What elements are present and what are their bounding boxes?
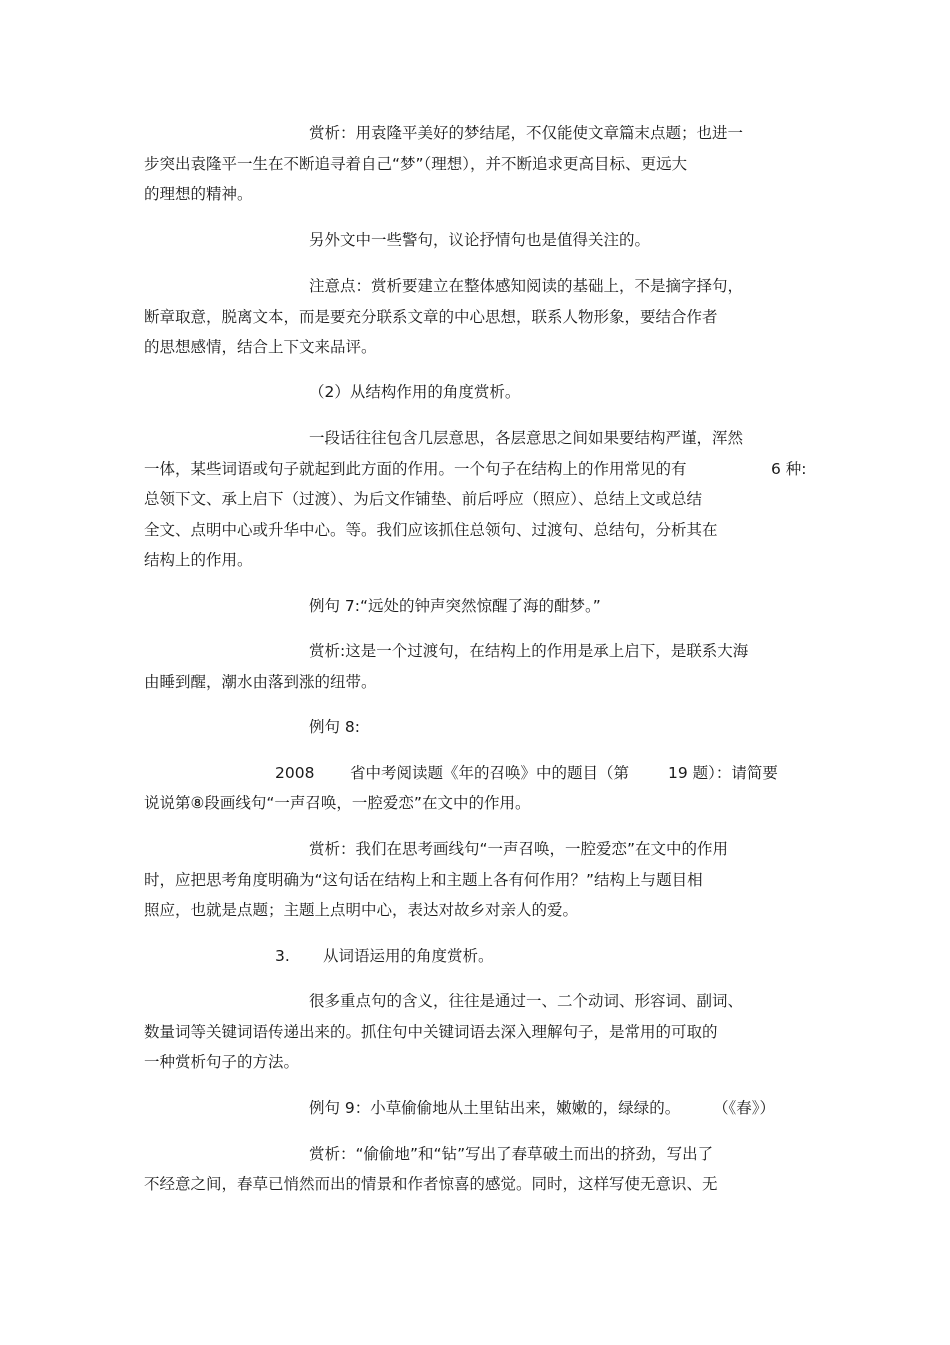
- text-line: 一段话往往包含几层意思，各层意思之间如果要结构严谨，浑然: [309, 429, 744, 447]
- text-line: 结构上的作用。: [144, 551, 253, 569]
- text-line: 全文、点明中心或升华中心。等。我们应该抓住总领句、过渡句、总结句，分析其在: [144, 521, 718, 539]
- section-number: 3.: [275, 947, 290, 965]
- text-line: 赏析：“偷偷地”和“钻”写出了春草破土而出的挤劲，写出了: [309, 1145, 714, 1163]
- example-sentence: 例句 8:: [309, 718, 361, 736]
- text-line: 的理想的精神。: [144, 185, 253, 203]
- text-line: 的思想感情，结合上下文来品评。: [144, 338, 377, 356]
- example-sentence: 例句 9：小草偷偷地从土里钻出来，嫩嫩的，绿绿的。: [309, 1099, 681, 1117]
- text-line: 很多重点句的含义，往往是通过一、二个动词、形容词、副词、: [309, 992, 744, 1010]
- example-sentence: 例句 7:“远处的钟声突然惊醒了海的酣梦。”: [309, 597, 601, 615]
- section-heading: （2）从结构作用的角度赏析。: [309, 383, 521, 401]
- text-line: 一体，某些词语或句子就起到此方面的作用。一个句子在结构上的作用常见的有: [144, 460, 687, 478]
- text-line: 6 种:: [771, 460, 807, 478]
- text-line: 一种赏析句子的方法。: [144, 1053, 300, 1071]
- text-line: 2008: [275, 764, 315, 782]
- citation: （《春》）: [713, 1099, 776, 1117]
- text-line: 断章取意，脱离文本，而是要充分联系文章的中心思想，联系人物形象，要结合作者: [144, 308, 718, 326]
- text-line: 另外文中一些警句，议论抒情句也是值得关注的。: [309, 231, 651, 249]
- text-line: 19 题）：请简要: [668, 764, 778, 782]
- section-heading: 从词语运用的角度赏析。: [323, 947, 494, 965]
- text-line: 不经意之间，春草已悄然而出的情景和作者惊喜的感觉。同时，这样写使无意识、无: [144, 1175, 718, 1193]
- text-line: 照应，也就是点题；主题上点明中心，表达对故乡对亲人的爱。: [144, 901, 579, 919]
- text-line: 总领下文、承上启下（过渡）、为后文作铺垫、前后呼应（照应）、总结上文或总结: [144, 490, 703, 508]
- text-line: 省中考阅读题《年的召唤》中的题目（第: [350, 764, 630, 782]
- text-line: 由睡到醒，潮水由落到涨的纽带。: [144, 673, 377, 691]
- text-line: 说说第⑧段画线句“一声召唤，一腔爱恋”在文中的作用。: [144, 794, 531, 812]
- text-line: 注意点：赏析要建立在整体感知阅读的基础上，不是摘字择句，: [309, 277, 744, 295]
- text-line: 时，应把思考角度明确为“这句话在结构上和主题上各有何作用？”结构上与题目相: [144, 871, 703, 889]
- text-line: 赏析：我们在思考画线句“一声召唤，一腔爱恋”在文中的作用: [309, 840, 729, 858]
- text-line: 步突出袁隆平一生在不断追寻着自己“梦”（理想），并不断追求更高目标、更远大: [144, 155, 688, 173]
- text-line: 赏析：用袁隆平美好的梦结尾，不仅能使文章篇末点题；也进一: [309, 124, 744, 142]
- text-line: 数量词等关键词语传递出来的。抓住句中关键词语去深入理解句子，是常用的可取的: [144, 1023, 718, 1041]
- text-line: 赏析:这是一个过渡句，在结构上的作用是承上启下，是联系大海: [309, 642, 749, 660]
